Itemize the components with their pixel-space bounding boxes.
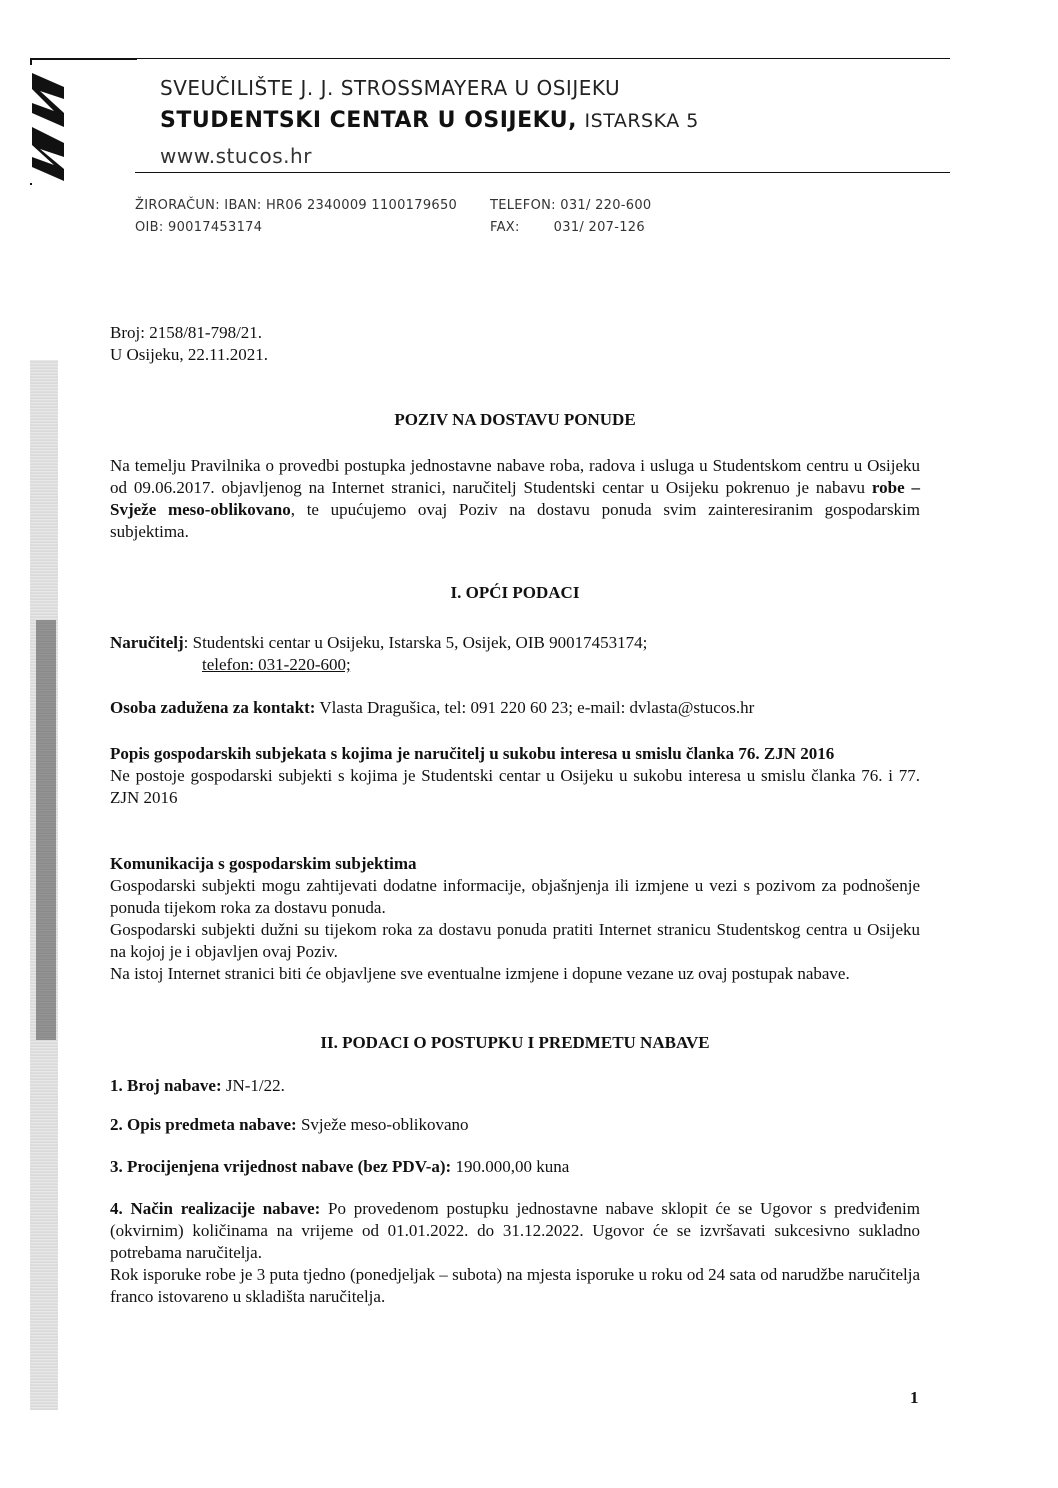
fax-label: FAX: [490, 220, 520, 235]
item-2-text: Svježe meso-oblikovano [296, 1115, 469, 1134]
intro-subject: robe – Svježe meso-oblikovano [110, 478, 920, 519]
center-name-line [160, 108, 699, 133]
communication-block [110, 853, 920, 985]
fax-number: 031/ 207-126 [553, 220, 645, 235]
conflict-block [110, 743, 920, 809]
intro-text-1: Na temelju Pravilnika o provedbi postupka jednostavne nabave roba, radova i usluga u Studentskom centru u Osijeku od 09.06.2017. objavljenog na Internet stranici, naručitelj Studentski centar u Osijeku pokrenuo je nabavu [110, 456, 920, 497]
document-number: Broj: 2158/81-798/21. [110, 323, 263, 342]
item-4 [110, 1198, 920, 1308]
conflict-heading: Popis gospodarskih subjekata s kojima je naručitelj u sukobu interesa u smislu članka 76. ZJN 2016 [110, 744, 835, 763]
communication-paragraph-1: Gospodarski subjekti mogu zahtijevati dodatne informacije, objašnjenja ili izmjene u vezi s pozivom za podnošenje ponuda tijekom roka za dostavu ponuda. [110, 876, 920, 917]
item-4-paragraph-2: Rok isporuke robe je 3 puta tjedno (ponedjeljak – subota) na mjesta isporuke u roku od 24 sata od narudžbe naručitelja franco istovareno u skladišta naručitelja. [110, 1265, 920, 1306]
narucitelj-text: : Studentski centar u Osijeku, Istarska 5, Osijek, OIB 90017453174; [183, 633, 648, 652]
item-3-text: 190.000,00 kuna [451, 1157, 570, 1176]
contact-text: Vlasta Dragušica, tel: 091 220 60 23; e-mail: dvlasta@stucos.hr [315, 698, 755, 717]
item-4-text: Po provedenom postupku jednostavne nabave sklopit će se Ugovor s predviđenim (okvirnim) količinama na vrijeme od 01.01.2022. do 31.12.2022. Ugovor će se izvršavati sukcesivno sukladno potrebama naručitelja. [110, 1199, 920, 1262]
document-place-date: U Osijeku, 22.11.2021. [110, 345, 269, 364]
item-2-label: 2. Opis predmeta nabave: [110, 1115, 297, 1134]
center-address: ISTARSKA 5 [584, 110, 699, 132]
item-2 [110, 1114, 920, 1136]
intro-text-2: , te upućujemo ovaj Poziv na dostavu ponuda svim zainteresiranim gospodarskim subjektima. [110, 500, 921, 541]
university-logo-icon [30, 65, 66, 183]
conflict-text: Ne postoje gospodarski subjekti s kojima je Studentski centar u Osijeku u sukobu interesa u smislu članka 76. i 77. ZJN 2016 [110, 766, 920, 807]
intro-paragraph [110, 455, 920, 543]
narucitelj-phone-line [202, 654, 802, 676]
scan-edge-shadow [36, 620, 56, 1040]
item-1-label: 1. Broj nabave: [110, 1076, 222, 1095]
oib-number: OIB: 90017453174 [135, 220, 263, 235]
document-title: POZIV NA DOSTAVU PONUDE [394, 410, 636, 429]
account-number: ŽIRORAČUN: IBAN: HR06 2340009 1100179650 [135, 198, 458, 213]
phone-label: TELEFON: [490, 198, 556, 213]
item-3 [110, 1156, 920, 1178]
page-number: 1 [910, 1388, 919, 1407]
item-4-label: 4. Način realizacije nabave: [110, 1199, 321, 1218]
phone-line [490, 198, 652, 213]
header-top-rule [135, 58, 950, 59]
university-name: SVEUČILIŠTE J. J. STROSSMAYERA U OSIJEKU [160, 76, 621, 100]
communication-paragraph-2: Gospodarski subjekti dužni su tijekom roka za dostavu ponuda pratiti Internet stranicu Studentskog centra u Osijeku na kojoj je i objavljen ovaj Poziv. [110, 920, 920, 961]
fax-line [490, 220, 645, 235]
communication-heading: Komunikacija s gospodarskim subjektima [110, 854, 417, 873]
phone-number: 031/ 220-600 [560, 198, 652, 213]
contact-line [110, 697, 920, 719]
website-link[interactable]: www.stucos.hr [160, 144, 312, 168]
item-1 [110, 1075, 920, 1097]
section-1-heading: I. OPĆI PODACI [450, 583, 580, 602]
narucitelj-line [110, 632, 920, 654]
center-name: STUDENTSKI CENTAR U OSIJEKU, [160, 108, 578, 133]
item-3-label: 3. Procijenjena vrijednost nabave (bez PDV-a): [110, 1157, 452, 1176]
narucitelj-label: Naručitelj [110, 633, 184, 652]
section-2-heading: II. PODACI O POSTUPKU I PREDMETU NABAVE [320, 1033, 710, 1052]
communication-paragraph-3: Na istoj Internet stranici biti će objavljene sve eventualne izmjene i dopune vezane uz ovaj postupak nabave. [110, 964, 850, 983]
header-bottom-rule [135, 172, 950, 173]
contact-label: Osoba zadužena za kontakt: [110, 698, 316, 717]
narucitelj-phone: telefon: 031-220-600; [202, 655, 351, 674]
item-1-text: JN-1/22. [221, 1076, 285, 1095]
